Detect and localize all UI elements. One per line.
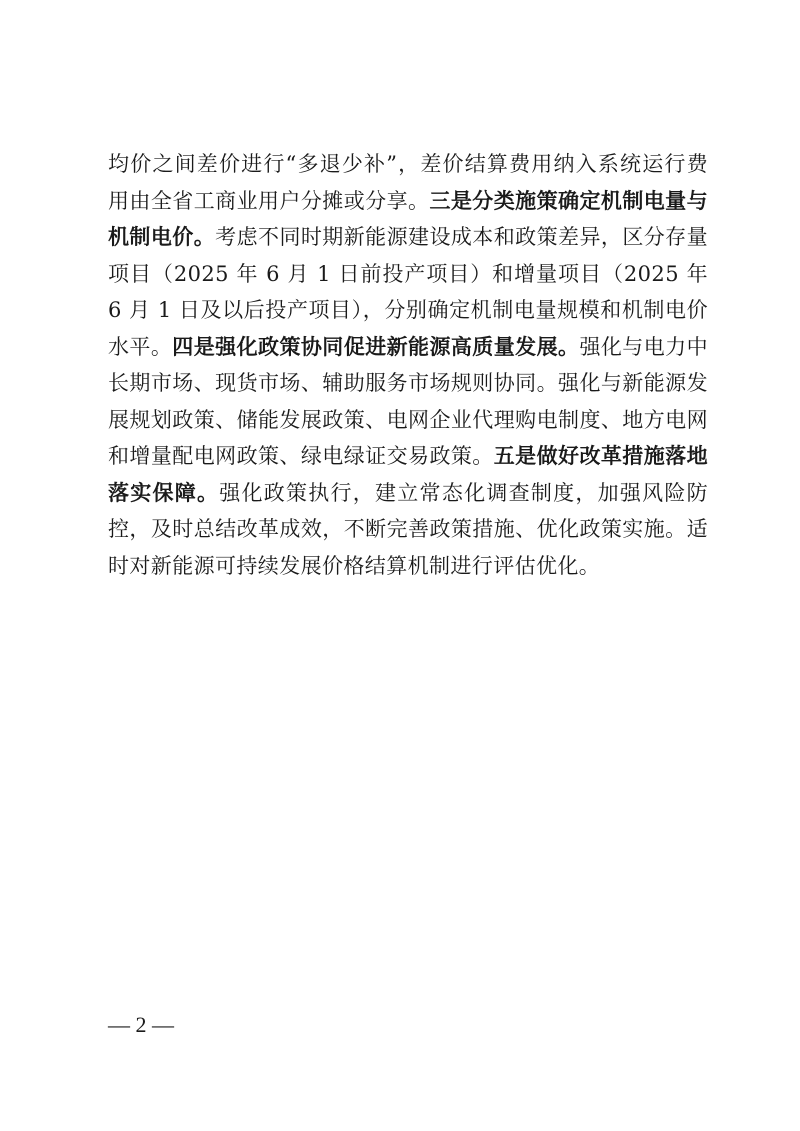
bold-heading-five: 五是做好改革措施落地落实保障。 xyxy=(108,444,708,505)
page-number: — 2 — xyxy=(108,1012,174,1037)
paragraph-text-1: 均价之间差价进行“多退少补”，差价结算费用纳入系统运行费用由全省工商业用户分摊或分享。 xyxy=(108,152,708,213)
paragraph-text-2: 考虑不同时期新能源建设成本和政策差异，区分存量项目（2025 年 6 月 1 日前投产项目）和增量项目（2025 年 6 月 1 日及以后投产项目），分别确定机制电量规模和机制电价水平。 xyxy=(108,225,709,359)
bold-heading-three: 三是分类施策确定机制电量与机制电价。 xyxy=(108,188,709,249)
body-paragraph xyxy=(108,146,708,584)
bold-heading-four: 四是强化政策协同促进新能源高质量发展。 xyxy=(172,334,580,359)
paragraph-text-4: 强化政策执行，建立常态化调查制度，加强风险防控，及时总结改革成效，不断完善政策措施、优化政策实施。适时对新能源可持续发展价格结算机制进行评估优化。 xyxy=(108,480,708,578)
paragraph-text-3: 强化与电力中长期市场、现货市场、辅助服务市场规则协同。强化与新能源发展规划政策、储能发展政策、电网企业代理购电制度、地方电网和增量配电网政策、绿电绿证交易政策。 xyxy=(108,334,708,468)
